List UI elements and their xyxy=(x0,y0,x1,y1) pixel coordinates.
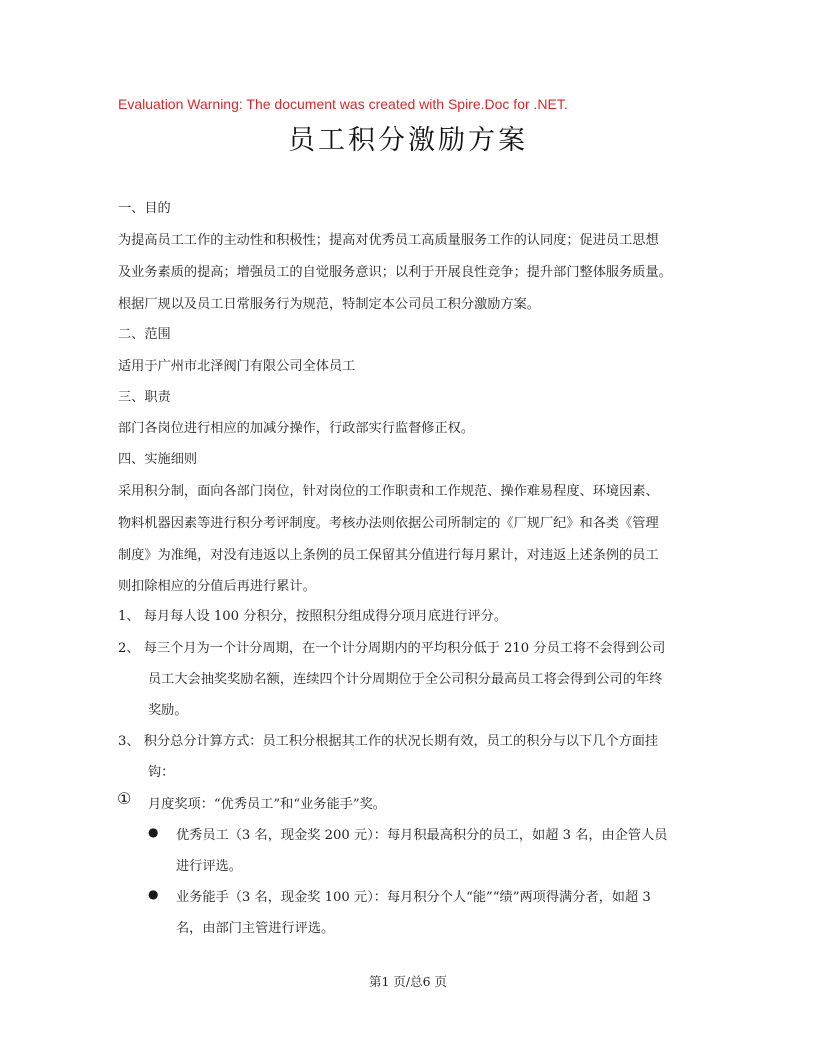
circled-number-one-icon: ① xyxy=(117,789,132,808)
bullet-item-business-expert: 业务能手（3 名，现金奖 100 元）：每月积分个人“能”“绩”两项得满分者，如超 3 xyxy=(176,890,651,905)
document-title: 员工积分激励方案 xyxy=(288,125,528,156)
list-item-3-cont: 钩： xyxy=(148,765,175,780)
list-item-1: 1、 每月每人设 100 分积分，按照积分组成得分项月底进行评分。 xyxy=(118,609,508,624)
list-item-2-cont: 员工大会抽奖奖励名额，连续四个计分周期位于全公司积分最高员工将会得到公司的年终 xyxy=(148,672,663,687)
monthly-awards-heading: 月度奖项：“优秀员工”和“业务能手”奖。 xyxy=(148,797,386,812)
bullet-item-excellent-employee: 优秀员工（3 名，现金奖 200 元）：每月积最高积分的员工，如超 3 名，由企管人员 xyxy=(176,828,668,843)
bullet-icon: ● xyxy=(148,887,159,901)
paragraph-line: 则扣除相应的分值后再进行累计。 xyxy=(118,579,316,594)
section-heading-scope: 二、范围 xyxy=(118,327,171,342)
page-number-footer: 第1 页/总6 页 xyxy=(368,974,448,989)
bullet-item-cont: 名，由部门主管进行评选。 xyxy=(176,921,335,936)
bullet-icon: ● xyxy=(148,825,159,839)
paragraph-line: 根据厂规以及员工日常服务行为规范，特制定本公司员工积分激励方案。 xyxy=(118,297,540,312)
section-heading-details: 四、实施细则 xyxy=(118,452,198,467)
evaluation-warning: Evaluation Warning: The document was created with Spire.Doc for .NET. xyxy=(118,96,568,112)
paragraph-line: 为提高员工工作的主动性和积极性；提高对优秀员工高质量服务工作的认同度；促进员工思想 xyxy=(118,233,659,248)
section-heading-purpose: 一、目的 xyxy=(118,201,171,216)
paragraph-line: 制度》为准绳，对没有违返以上条例的员工保留其分值进行每月累计，对违返上述条例的员工 xyxy=(118,548,659,563)
list-item-3: 3、 积分总分计算方式：员工积分根据其工作的状况长期有效，员工的积分与以下几个方面挂 xyxy=(118,734,659,749)
paragraph-line: 适用于广州市北泽阀门有限公司全体员工 xyxy=(118,359,356,374)
section-heading-duties: 三、职责 xyxy=(118,390,171,405)
bullet-item-cont: 进行评选。 xyxy=(176,859,242,874)
paragraph-line: 及业务素质的提高；增强员工的自觉服务意识；以利于开展良性竞争；提升部门整体服务质量。 xyxy=(118,265,672,280)
list-item-2-cont: 奖励。 xyxy=(148,703,188,718)
paragraph-line: 物料机器因素等进行积分考评制度。考核办法则依据公司所制定的《厂规厂纪》和各类《管理 xyxy=(118,516,659,531)
paragraph-line: 采用积分制，面向各部门岗位，针对岗位的工作职责和工作规范、操作难易程度、环境因素、 xyxy=(118,484,659,499)
list-item-2: 2、 每三个月为一个计分周期，在一个计分周期内的平均积分低于 210 分员工将不会得到公司 xyxy=(118,641,666,656)
paragraph-line: 部门各岗位进行相应的加减分操作，行政部实行监督修正权。 xyxy=(118,421,475,436)
